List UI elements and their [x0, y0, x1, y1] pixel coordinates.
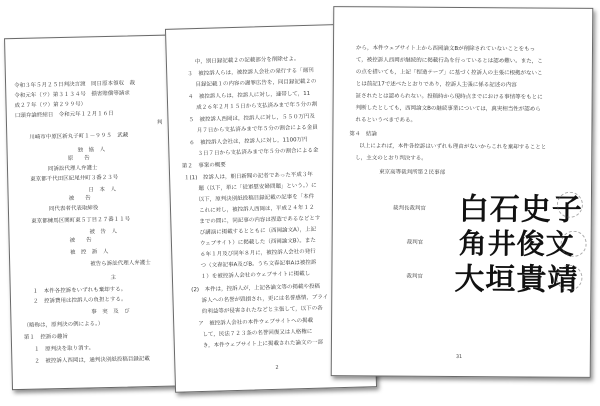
page1-line: 事 実 及 び: [91, 308, 130, 316]
page1-line: 口頭弁論終結日 令和元年１２月１６日: [14, 110, 114, 120]
page1-line: １ 原判決を取り消す。: [34, 345, 95, 353]
page2-line: 約利益等が侵害されたなどと主張して，以下の各: [201, 305, 323, 315]
page2-line: ５ 被控訴人西岡は，控訴人に対し，５５０万円及: [188, 113, 316, 124]
page3-line: とは前記17で述べたとおりであり，控訴人主張に係る記述の内容: [355, 81, 517, 89]
judge-signature: 角井俊文: [458, 226, 575, 261]
page1-line: 被 告: [68, 195, 91, 202]
judge-title: 裁判長裁判官: [392, 205, 426, 212]
page3-line: し，主文のとおり判決する。: [355, 155, 427, 162]
page2-number: 2: [275, 364, 279, 371]
page2-line: 以下，原判決別紙投稿目録記載の記事を「本件: [198, 193, 315, 204]
page2-line: 第２ 事案の概要: [181, 162, 226, 170]
page1-line: 被 告: [69, 237, 92, 244]
page2-line: 訴人への名誉が毀損され，更には名誉感情，プライ: [201, 294, 329, 304]
page2-line: ６ 被控訴人会社は，控訴人に対し，1100万円: [189, 136, 308, 147]
page1-line: 判: [156, 119, 163, 126]
page1-line: 第１ 控訴の趣旨: [23, 333, 68, 341]
page2-line: 月７日から支払済みまで年５分の割合による金員: [196, 124, 318, 135]
page2-line: １(1) 控訴人は，朝日新聞の記者であった平成３年: [184, 171, 313, 182]
page1-line: 成２７年（ワ）第２９９号）: [14, 101, 87, 110]
page1-line: 主: [110, 274, 117, 281]
page2-line: (2) 本件は，控訴人が，上記各論文等の掲載や投稿: [191, 283, 321, 294]
page1-line: 令和元年（ワ）第３１３４号 損害賠償等請求: [14, 90, 130, 100]
page1-label: 日 本 人: [88, 186, 117, 194]
page3-line: 証されたとは認められない。投稿時から現時点までにおける事情等をもとに: [355, 93, 543, 101]
page2-line: び講演に掲載するとともに（西岡論文A），上記: [199, 226, 317, 237]
judge-title: 裁判官: [406, 239, 424, 246]
judge-signature: 白石史子: [458, 191, 583, 228]
page2-line: つ（文春記事A及びB。うち文春記事Aは被控訴: [200, 259, 317, 269]
page2-line: き，本件ウェブサイト上に掲載された論文の一部: [202, 339, 324, 349]
page1-line: 東京都練馬区関町東５丁目２７番１１号: [31, 216, 131, 225]
page3-line: 東京高等裁判所第２民事部: [379, 169, 446, 176]
page2-line: ３日７日から支払済みまで年５分の割合による金: [197, 147, 319, 158]
page3-line: 判断したとしても，西岡論文Bの継続事業については，真実相当性が認めら: [355, 105, 541, 113]
page1-label: 被 告 人: [89, 228, 118, 236]
page3-line: の点を措いても，上記「捏造テープ」に基づく控訴人の主張に根拠がないこ: [355, 69, 543, 77]
seal-stamp: [557, 192, 583, 218]
page3-line: て，被控訴人西岡が継続的に掲載行為を行っているとは認め難い。また，こ: [355, 57, 543, 65]
page1-label: 独 協 人: [77, 147, 106, 154]
page2-line: 中，別日録記載２の記載部分を削除せよ。: [194, 56, 300, 66]
page2-line: ３ 被控訴人らは，被控訴人会社の発行する「週刊: [187, 67, 314, 78]
page1-line: 同代表者代表取締役: [48, 205, 99, 213]
page2-line: ウェブサイト）に掲載した（西岡論文B）。また: [199, 237, 316, 247]
page1-line: 同訴訟代理人弁護士: [47, 165, 98, 173]
page1-line: （略称は，原判決の例による。）: [23, 321, 104, 329]
page1-line: １ 本件各控訴をいずれも棄却する。: [32, 286, 127, 295]
page1-line: ２ 控訴費用は控訴人の負担とする。: [32, 296, 127, 305]
judge-signature: 大垣貴靖: [454, 261, 579, 298]
page3-number: 31: [455, 353, 463, 361]
page3-line: から，本件ウェブサイト上から西岡論文Bが削除されていないことをもっ: [355, 45, 536, 53]
seal-stamp: [561, 231, 587, 257]
page3-line: れるというべきである。: [355, 117, 417, 124]
page1-line: ２ 被控訴人西岡は，通判決別紙投稿目録記載: [34, 356, 150, 365]
page1-label: 被 控 訴 人: [69, 248, 109, 256]
page3-line: 第４ 結論: [349, 131, 377, 138]
page2-line: 成２６年２月１５日から支払済みまで年５分の割: [196, 101, 318, 112]
page2-line: これに対し，被控訴人西岡は，平成２４年１２: [198, 204, 315, 215]
page1-line: 令和３年５月２５日判決言渡 同日原本領収 裁: [14, 80, 136, 90]
page2-line: して，民法７２３条の名誉回復又は人格権に: [202, 328, 313, 338]
page2-line: ア 被控訴人会社の本件ウェブサイトへの掲載: [198, 317, 314, 328]
page1-line: 川崎市中原区新丸子町１－９９５ 武藏: [29, 132, 129, 141]
page2-line: ４ 被控訴人らは，控訴人に対し，連帯して，11: [187, 90, 311, 101]
seal-stamp: [556, 265, 582, 291]
judge-title: 裁判官: [406, 273, 423, 280]
page2-line: 題（以下，単に「従軍慰安婦問題」という。）に: [198, 182, 317, 193]
document-page-3: [331, 6, 594, 378]
page1-line: 被告ら訴訟代理人弁護士: [90, 260, 151, 268]
page3-line: 以上によれば，本件各控訴はいずれも理由がないからこれを棄却することと: [359, 143, 547, 151]
page2-line: までの間に，同記事の内容は捏造であるなどとす: [199, 215, 321, 226]
page2-line: 目録記載１の内容の謝罪広告を，同目録記載２の: [195, 78, 317, 89]
page2-line: １）を被控訴人会社のウェブサイトに掲載し: [200, 270, 311, 280]
page1-line: 東京都千代田区紀尾井町３番２３号: [30, 174, 119, 183]
page2-line: ６年１月及び同年８月に，被控訴人会社の発行: [200, 248, 316, 258]
page1-line: 原 告: [67, 155, 90, 162]
